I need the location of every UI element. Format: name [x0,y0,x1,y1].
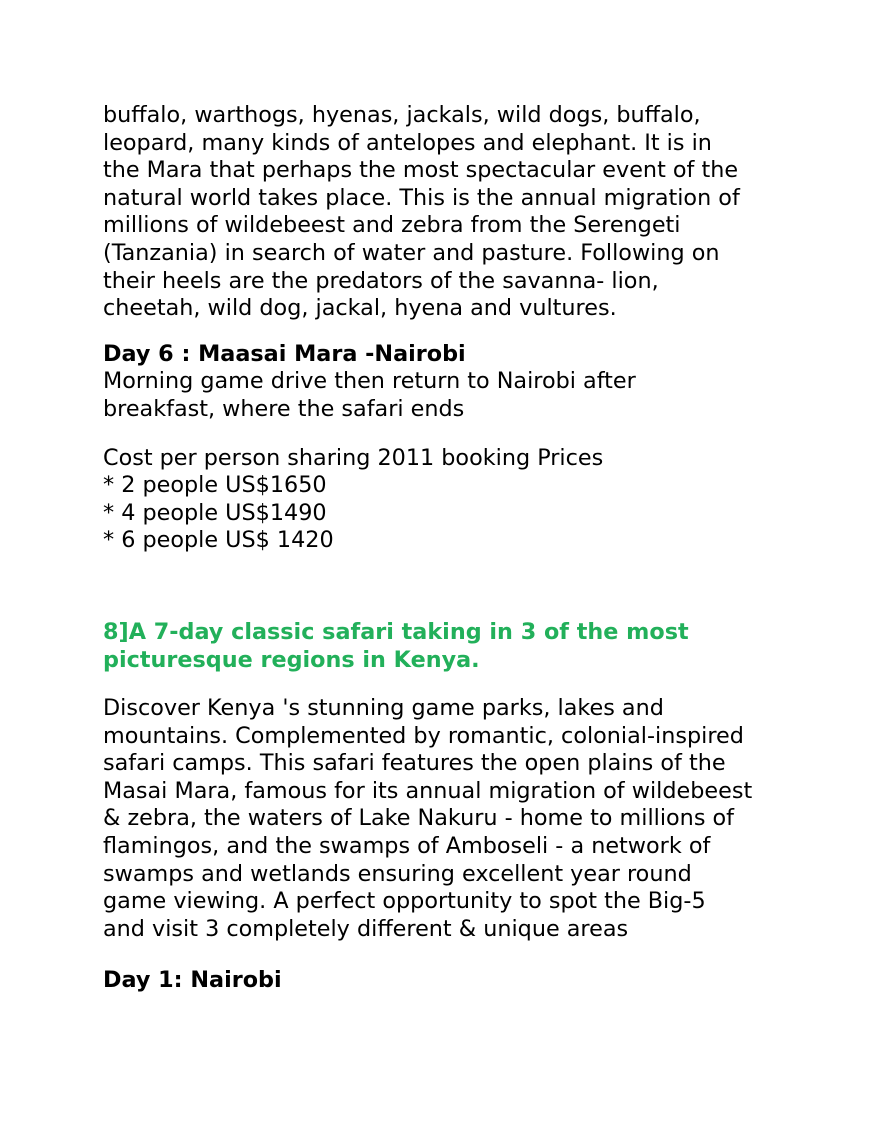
section8-line: flamingos, and the swamps of Amboseli - a network of [103,833,711,860]
price-item: * 2 people US$1650 [103,472,327,499]
section8-description [103,695,803,943]
section8-line: mountains. Complemented by romantic, colonial-inspired [103,722,744,749]
intro-line: their heels are the predators of the savanna- lion, [103,267,659,294]
day6-block [103,341,803,424]
section8-title [103,619,803,674]
price-item: * 6 people US$ 1420 [103,527,334,554]
section8-line: Discover Kenya 's stunning game parks, lakes and [103,695,664,722]
section8-line: & zebra, the waters of Lake Nakuru - home to millions of [103,805,735,832]
intro-line: cheetah, wild dog, jackal, hyena and vultures. [103,295,617,322]
day1-block [103,967,803,995]
intro-line: (Tanzania) in search of water and pasture. Following on [103,239,720,266]
section8-line: swamps and wetlands ensuring excellent year round [103,860,692,887]
intro-line: buffalo, warthogs, hyenas, jackals, wild dogs, buffalo, [103,102,701,128]
section8-title-line: picturesque regions in Kenya. [103,646,480,673]
intro-line: millions of wildebeest and zebra from the Serengeti [103,212,681,239]
section8-title-line: 8]A 7-day classic safari taking in 3 of the most [103,618,689,645]
section8-line: Masai Mara, famous for its annual migration of wildebeest [103,777,753,804]
day6-line: Morning game drive then return to Nairobi after [103,368,636,395]
intro-line: leopard, many kinds of antelopes and elephant. It is in [103,129,712,156]
document-page [103,102,803,995]
day6-line: breakfast, where the safari ends [103,395,465,422]
prices-block [103,445,803,555]
intro-paragraph [103,102,803,323]
section8-line: safari camps. This safari features the open plains of the [103,750,726,777]
section8-line: game viewing. A perfect opportunity to spot the Big-5 [103,888,706,915]
prices-title: Cost per person sharing 2011 booking Prices [103,444,604,471]
section8-line: and visit 3 completely different & unique areas [103,915,629,942]
price-item: * 4 people US$1490 [103,499,327,526]
day1-heading: Day 1: Nairobi [103,967,282,994]
intro-line: natural world takes place. This is the annual migration of [103,184,740,211]
day6-heading: Day 6 : Maasai Mara -Nairobi [103,340,466,367]
intro-line: the Mara that perhaps the most spectacular event of the [103,157,739,184]
